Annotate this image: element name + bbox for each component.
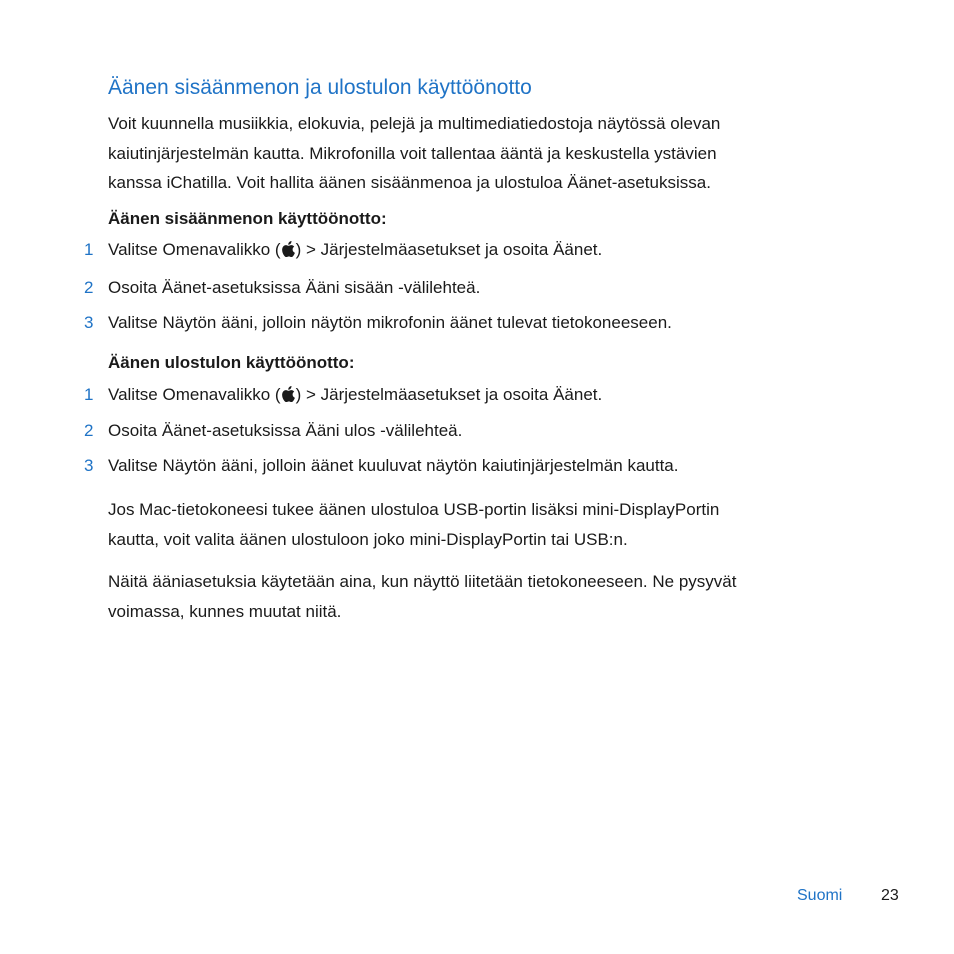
input-step-1	[84, 240, 602, 260]
step-number: 3	[84, 456, 94, 475]
step-number: 1	[84, 385, 94, 404]
step-text	[108, 385, 602, 405]
input-subheading: Äänen sisäänmenon käyttöönotto:	[108, 209, 387, 228]
step-number: 2	[84, 278, 94, 297]
step-text: Osoita Äänet-asetuksissa Ääni ulos -välilehteä.	[108, 421, 463, 440]
apple-menu-icon	[282, 241, 295, 257]
footer-language: Suomi	[797, 887, 843, 904]
output-step-1	[84, 385, 602, 405]
step-number: 3	[84, 313, 94, 332]
paragraph-line: Näitä ääniasetuksia käytetään aina, kun näyttö liitetään tietokoneeseen. Ne pysyvät	[108, 572, 737, 591]
step-text-after: ) > Järjestelmäasetukset ja osoita Äänet.	[295, 385, 603, 404]
apple-menu-icon	[282, 386, 295, 402]
paragraph-line: Jos Mac-tietokoneesi tukee äänen ulostuloa USB-portin lisäksi mini-DisplayPortin	[108, 500, 720, 519]
intro-line: kaiutinjärjestelmän kautta. Mikrofonilla voit tallentaa ääntä ja keskustella ystävien	[108, 143, 717, 163]
step-text: Valitse Näytön ääni, jolloin äänet kuuluvat näytön kaiutinjärjestelmän kautta.	[108, 456, 679, 475]
page-number: 23	[881, 887, 899, 904]
step-number: 1	[84, 240, 94, 259]
output-step-3	[84, 456, 678, 476]
input-step-3	[84, 313, 672, 333]
body-paragraph-1	[108, 495, 868, 554]
output-subheading: Äänen ulostulon käyttöönotto:	[108, 353, 355, 372]
intro-line: kanssa iChatilla. Voit hallita äänen sisäänmenoa ja ulostuloa Äänet-asetuksissa.	[108, 173, 711, 192]
step-text	[108, 240, 602, 260]
input-step-2	[84, 278, 480, 298]
step-text-before: Valitse Omenavalikko (	[108, 240, 281, 259]
body-paragraph-2	[108, 567, 868, 626]
intro-paragraph	[108, 109, 868, 198]
paragraph-line: kautta, voit valita äänen ulostuloon joko mini-DisplayPortin tai USB:n.	[108, 529, 628, 549]
paragraph-line: voimassa, kunnes muutat niitä.	[108, 601, 342, 621]
intro-line: Voit kuunnella musiikkia, elokuvia, pelejä ja multimediatiedostoja näytössä olevan	[108, 114, 721, 133]
output-step-2	[84, 421, 462, 441]
step-text-after: ) > Järjestelmäasetukset ja osoita Äänet.	[295, 240, 603, 259]
section-heading: Äänen sisäänmenon ja ulostulon käyttöönotto	[108, 76, 532, 99]
step-number: 2	[84, 421, 94, 440]
step-text-before: Valitse Omenavalikko (	[108, 385, 281, 404]
step-text: Valitse Näytön ääni, jolloin näytön mikrofonin äänet tulevat tietokoneeseen.	[108, 313, 672, 332]
step-text: Osoita Äänet-asetuksissa Ääni sisään -välilehteä.	[108, 278, 481, 297]
